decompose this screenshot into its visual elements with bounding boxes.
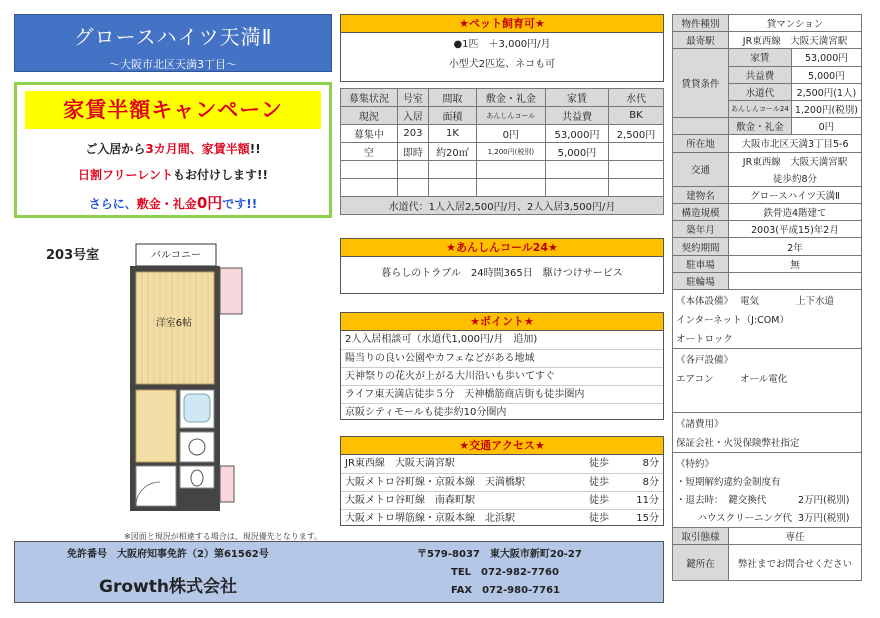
detail-label: 最寄駅 [673, 32, 729, 49]
detail-sublabel: 敷金・礼金 [729, 118, 792, 135]
room-label: 洋室6帖 [155, 318, 193, 329]
company-name: Growth株式会社 [99, 577, 237, 597]
anshin-header: ★あんしんコール24★ [341, 239, 663, 257]
campaign-line-1 [17, 140, 329, 157]
campaign-text: さらに、 [88, 197, 137, 211]
access-row [341, 491, 663, 509]
header-cell: 敷金・礼金 [476, 89, 545, 107]
header-cell: 入居 [397, 107, 428, 125]
company-tel: TEL 072-982-7760 [451, 567, 559, 578]
fees-heading: 《諸費用》 [676, 419, 724, 430]
detail-value: JR東西線 大阪天満宮駅 [729, 32, 862, 49]
room-number-label: 203号室 [46, 248, 100, 263]
special-heading: 《特約》 [676, 459, 715, 470]
shoe-box [220, 466, 234, 502]
license-number: 免許番号 大阪府知事免許（2）第61562号 [67, 549, 269, 560]
header-cell: 共益費 [545, 107, 608, 125]
detail-value: 53,000円 [791, 49, 861, 66]
header-cell: 募集状況 [341, 89, 398, 107]
access-mode: 徒歩 [589, 495, 609, 506]
building-equipment [673, 290, 862, 349]
detail-value: 2年 [729, 238, 862, 255]
pet-condition: 小型犬2匹迄、ネコも可 [448, 59, 556, 70]
pet-header: ★ペット飼育可★ [341, 15, 663, 33]
special-item-value: 3万円(税別) [798, 513, 850, 524]
access-row [341, 455, 663, 473]
detail-value: 大阪市北区天満3丁目5-6 [729, 135, 862, 152]
fees-section [673, 413, 862, 453]
equipment-item: 上下水道 [796, 296, 835, 307]
header-cell: 号室 [397, 89, 428, 107]
fees-item: 保証会社・火災保険弊社指定 [676, 438, 800, 449]
access-mode: 徒歩 [589, 513, 609, 524]
property-title-banner [14, 14, 332, 72]
campaign-box [14, 82, 332, 218]
access-minutes: 8分 [642, 477, 659, 488]
kitchen-floor [136, 390, 176, 462]
cell: 1,200円(税別) [476, 143, 545, 161]
access-header: ★交通アクセス★ [341, 437, 663, 455]
detail-value: グロースハイツ天満Ⅱ [729, 186, 862, 203]
points-list [341, 331, 663, 421]
detail-value: 2,500円(1人) [791, 83, 861, 100]
property-name: グロースハイツ天満Ⅱ [73, 25, 273, 49]
detail-label: 物件種別 [673, 15, 729, 32]
company-address: 〒579-8037 東大阪市新町20-27 [417, 549, 582, 560]
access-minutes: 8分 [642, 458, 659, 469]
access-row [341, 473, 663, 491]
detail-label: 駐車場 [673, 255, 729, 272]
table-row [341, 125, 664, 143]
bathtub-icon [184, 394, 210, 422]
pet-section [340, 14, 664, 82]
cell: 0円 [476, 125, 545, 143]
detail-value: 貸マンション [729, 15, 862, 32]
access-minutes: 15分 [636, 513, 659, 524]
detail-label: 取引態様 [673, 528, 729, 545]
access-mode: 徒歩 [589, 477, 609, 488]
points-header: ★ポイント★ [341, 313, 663, 331]
detail-sublabel: 家賃 [729, 49, 792, 66]
campaign-text: 家賃半額 [201, 142, 250, 156]
list-item: 2人入居相談可（水道代1,000円/月 追加) [345, 334, 538, 345]
detail-value: 無 [729, 255, 862, 272]
sink-icon [189, 439, 205, 455]
water-fee-note: 水道代：1人入居2,500円/月、2人入居3,500円/月 [341, 197, 664, 215]
detail-label: 契約期間 [673, 238, 729, 255]
cell: 1K [429, 125, 477, 143]
list-item: 京阪シティモールも徒歩約10分圏内 [341, 403, 663, 421]
equipment-item: エアコン [676, 374, 714, 385]
campaign-text: 日割フリーレント [78, 168, 174, 182]
floor-plan-note: ※図面と現況が相違する場合は、現況優先となります。 [124, 532, 323, 541]
header-cell: 家賃 [545, 89, 608, 107]
access-line: 大阪メトロ堺筋線・京阪本線 北浜駅 [345, 513, 515, 524]
cell: 2,500円 [608, 125, 663, 143]
equipment-item: 電気 [740, 296, 760, 307]
detail-sublabel: 水道代 [729, 83, 792, 100]
equipment-item: インターネット（J:COM） [676, 315, 789, 326]
header-cell: 現況 [341, 107, 398, 125]
campaign-text: 0円 [196, 194, 223, 212]
header-cell: 間取 [429, 89, 477, 107]
pet-fee: ●1匹 ＋3,000円/月 [453, 39, 551, 50]
campaign-text: 敷金・礼金 [136, 197, 197, 211]
cell: 空 [341, 143, 398, 161]
header-cell: あんしんコール [476, 107, 545, 125]
detail-label: 賃貸条件 [673, 49, 729, 118]
header-cell: 面積 [429, 107, 477, 125]
access-line: 大阪メトロ谷町線・京阪本線 天満橋駅 [345, 477, 525, 488]
detail-label: 駐輪場 [673, 272, 729, 289]
detail-label: 鍵所在 [673, 545, 729, 581]
storage-closet [220, 268, 242, 314]
balcony-label: バルコニー [151, 250, 201, 261]
toilet-icon [191, 470, 203, 486]
campaign-text: もお付けします!! [173, 168, 268, 182]
list-item: 天神祭りの花火が上がる大川沿いも歩いてすぐ [341, 367, 663, 385]
recruitment-status-table [340, 88, 664, 215]
status-grid [340, 88, 664, 215]
access-line: 大阪メトロ谷町線 南森町駅 [345, 495, 475, 506]
equipment-heading: 《本体設備》 [676, 296, 734, 307]
equipment-item: オール電化 [740, 374, 788, 385]
campaign-line-3 [17, 192, 329, 213]
company-fax: FAX 072-980-7761 [451, 585, 561, 596]
detail-sublabel: 共益費 [729, 66, 792, 83]
anshin-call-section [340, 238, 664, 294]
cell: 約20㎡ [429, 143, 477, 161]
special-terms [673, 453, 862, 528]
detail-label: 建物名 [673, 186, 729, 203]
special-item: ・短期解約違約金制度有 [676, 477, 781, 488]
detail-label: 所在地 [673, 135, 729, 152]
header-cell: 水代 [608, 89, 663, 107]
property-details-table [672, 14, 862, 581]
cell: 203 [397, 125, 428, 143]
campaign-text: !! [249, 142, 261, 156]
special-item: ハウスクリーニング代 [697, 513, 792, 524]
detail-label: 築年月 [673, 221, 729, 238]
campaign-text: です!! [222, 197, 258, 211]
cell [608, 143, 663, 161]
anshin-body: 暮らしのトラブル 24時間365日 駆けつけサービス [381, 268, 623, 279]
cell: 募集中 [341, 125, 398, 143]
detail-value: 鉄骨造4階建て [729, 204, 862, 221]
unit-equipment [673, 349, 862, 413]
detail-value: JR東西線 大阪天満宮駅 [729, 152, 862, 169]
campaign-text: 3カ月間、 [145, 142, 202, 156]
equipment-item: オートロック [676, 334, 733, 345]
company-footer [14, 541, 664, 603]
table-row [341, 143, 664, 161]
detail-sublabel: あんしんコール24 [729, 100, 792, 117]
entrance [136, 466, 176, 506]
cell: 即時 [397, 143, 428, 161]
special-item-value: 2万円(税別) [798, 495, 850, 506]
points-section [340, 312, 664, 420]
list-item: 陽当りの良い公園やカフェなどがある地域 [341, 349, 663, 367]
header-cell: BK [608, 107, 663, 125]
campaign-line-2 [17, 166, 329, 183]
detail-value: 専任 [729, 528, 862, 545]
detail-value: 2003(平成15)年2月 [729, 221, 862, 238]
detail-value [729, 272, 862, 289]
detail-value: 弊社までお問合せください [729, 545, 862, 581]
access-section [340, 436, 664, 526]
cell: 5,000円 [545, 143, 608, 161]
equipment-heading: 《各戸設備》 [676, 355, 734, 366]
detail-label: 交通 [673, 152, 729, 186]
detail-value: 徒歩約8分 [729, 169, 862, 186]
detail-value: 0円 [791, 118, 861, 135]
list-item: ライフ東天満店徒歩５分 天神橋筋商店街も徒歩圏内 [341, 385, 663, 403]
cell: 53,000円 [545, 125, 608, 143]
property-location: 〜大阪市北区天満3丁目〜 [109, 58, 237, 71]
access-line: JR東西線 大阪天満宮駅 [345, 458, 455, 469]
floor-plan [122, 238, 252, 538]
access-row [341, 509, 663, 527]
access-minutes: 11分 [636, 495, 659, 506]
special-item: ・退去時： 鍵交換代 [676, 495, 767, 506]
access-mode: 徒歩 [589, 458, 609, 469]
detail-value: 5,000円 [791, 66, 861, 83]
campaign-text: ご入居から [85, 142, 146, 156]
campaign-headline: 家賃半額キャンペーン [25, 91, 321, 129]
detail-value: 1,200円(税別) [791, 100, 861, 117]
detail-label: 構造規模 [673, 204, 729, 221]
access-list [341, 455, 663, 527]
